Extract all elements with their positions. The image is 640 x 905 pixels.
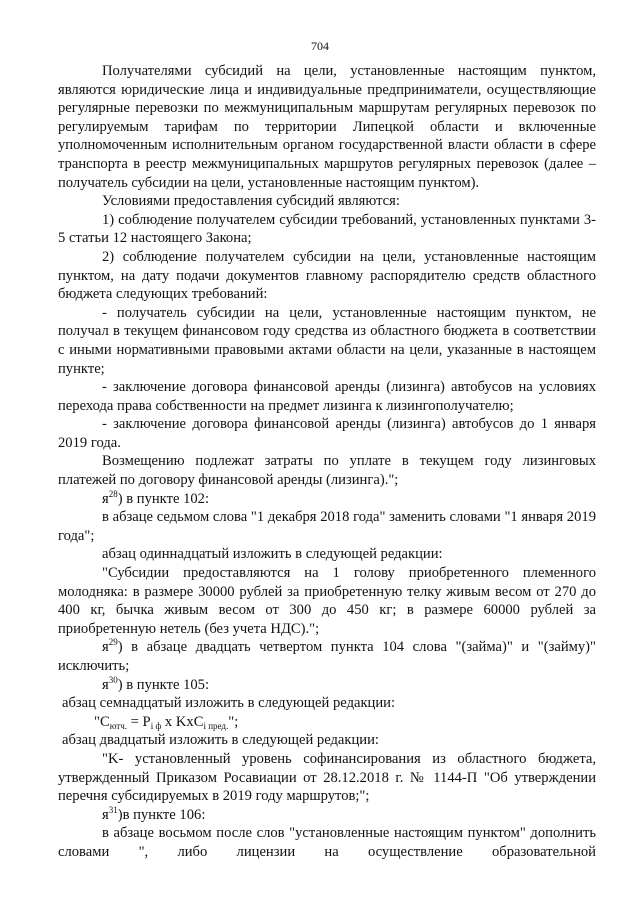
paragraph-amend-twentieth: абзац двадцатый изложить в следующей редакции: (62, 732, 379, 749)
paragraph-conditions-heading: Условиями предоставления субсидий являются: (102, 193, 400, 210)
paragraph-requirement-3: - заключение договора финансовой аренды (лизинга) автобусов до 1 января 2019 года. (58, 416, 596, 451)
footnote-marker: 29 (108, 637, 118, 648)
footnote-marker: 28 (108, 488, 118, 499)
paragraph-amend-seventeenth: абзац семнадцатый изложить в следующей редакции: (62, 695, 396, 712)
paragraph-condition-1: 1) соблюдение получателем субсидии требований, установленных пунктами 3-5 статьи 12 настоящего Закона; (58, 211, 596, 247)
page-number: 704 (311, 39, 329, 53)
paragraph-requirement-2: - заключение договора финансовой аренды (лизинга) автобусов на условиях перехода права собственности на предмет лизинга к лизингополучателю; (58, 379, 596, 414)
paragraph-item-29: $я^{29}$) в абзаце двадцать четвертом пункта 104 слова "(займа)" и "(займу)" исключить; (58, 637, 596, 674)
footnote-marker: 31 (108, 804, 118, 815)
paragraph-reimbursement: Возмещению подлежат затраты по уплате в текущем году лизинговых платежей по договору финансовой аренды (лизинга)."; (58, 453, 596, 489)
paragraph-k-definition: "K- установленный уровень софинансирования из областного бюджета, утвержденный Приказом Росавиации от 28.12.2018 г. № 1144-П "Об утверждении перечня субсидируемых в 2019 году маршрутов;"; (58, 750, 596, 805)
formula-line: "$C_{ютч.} = P_{i ф}$ x KxC$_{i пред.}$"; (94, 713, 239, 731)
paragraph-item-28: $я^{28}$) в пункте 102: (102, 488, 210, 507)
paragraph-requirement-1: - получатель субсидии на цели, установленные настоящим пунктом, не получал в текущем финансовом году средства из областного бюджета в соответствии с иными нормативными правовыми актами области на цели, указанные в настоящем пункте; (58, 304, 596, 377)
paragraph-amend-seventh: в абзаце седьмом слова "1 декабря 2018 года" заменить словами "1 января 2019 года"; (58, 509, 596, 544)
paragraph-condition-2: 2) соблюдение получателем субсидии на цели, установленные настоящим пунктом, на дату подачи документов главному распорядителю средств областного бюджета следующих требований: (58, 248, 596, 303)
paragraph-recipients: Получателями субсидий на цели, установленные настоящим пунктом, являются юридические лица и индивидуальные предприниматели, осуществляющие регулярные перевозки по межмуниципальным маршрутам регулярных перевозок по регулируемым тарифам по территории Липецкой области и включенные уполномоченным исполнительным органом государственной власти области в сфере транспорта в реестр межмуниципальных маршрутов регулярных перевозок (далее – получатель субсидии на цели, установленные настоящим пунктом). (58, 63, 596, 191)
paragraph-amend-eighth: в абзаце восьмом после слов "установленные настоящим пунктом" дополнить словами ", либо лицензии на осуществление образовательной (58, 825, 596, 860)
document-body (58, 62, 596, 862)
footnote-marker: 30 (108, 674, 118, 685)
paragraph-subsidy-text: "Субсидии предоставляются на 1 голову приобретенного племенного молодняка: в размере 30000 рублей за приобретенную телку живым весом от 270 до 400 кг, бычка живым весом от 300 до 450 кг; в размере 60000 рублей за приобретенную нетель (без учета НДС)."; (58, 565, 596, 637)
paragraph-item-31: $я^{31})в$ пункте 106: (102, 804, 206, 823)
paragraph-item-30: $я^{30}$) в пункте 105: (102, 674, 210, 693)
paragraph-amend-eleventh: абзац одиннадцатый изложить в следующей редакции: (102, 546, 443, 563)
